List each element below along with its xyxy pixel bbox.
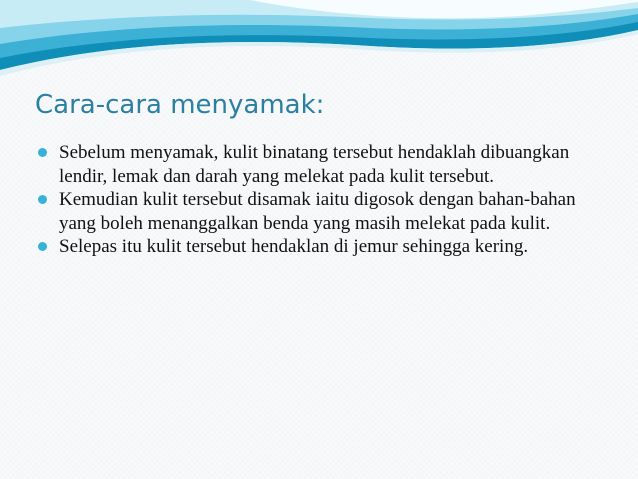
slide-title: Cara-cara menyamak: — [35, 90, 325, 120]
header-wave-decoration — [0, 0, 638, 80]
bullet-dot-icon — [38, 195, 47, 204]
bullet-dot-icon — [38, 148, 47, 157]
bullet-item — [38, 188, 603, 235]
bullet-item — [38, 235, 603, 259]
bullet-text: Selepas itu kulit tersebut hendaklan di jemur sehingga kering. — [59, 236, 529, 257]
bullet-dot-icon — [38, 242, 47, 251]
bullet-text: Kemudian kulit tersebut disamak iaitu digosok dengan bahan-bahan yang boleh menanggalkan benda yang masih melekat pada kulit. — [59, 189, 576, 234]
bullet-text: Sebelum menyamak, kulit binatang tersebut hendaklah dibuangkan lendir, lemak dan darah yang melekat pada kulit tersebut. — [59, 142, 570, 187]
bullet-item — [38, 141, 603, 188]
bullet-list — [38, 141, 603, 259]
